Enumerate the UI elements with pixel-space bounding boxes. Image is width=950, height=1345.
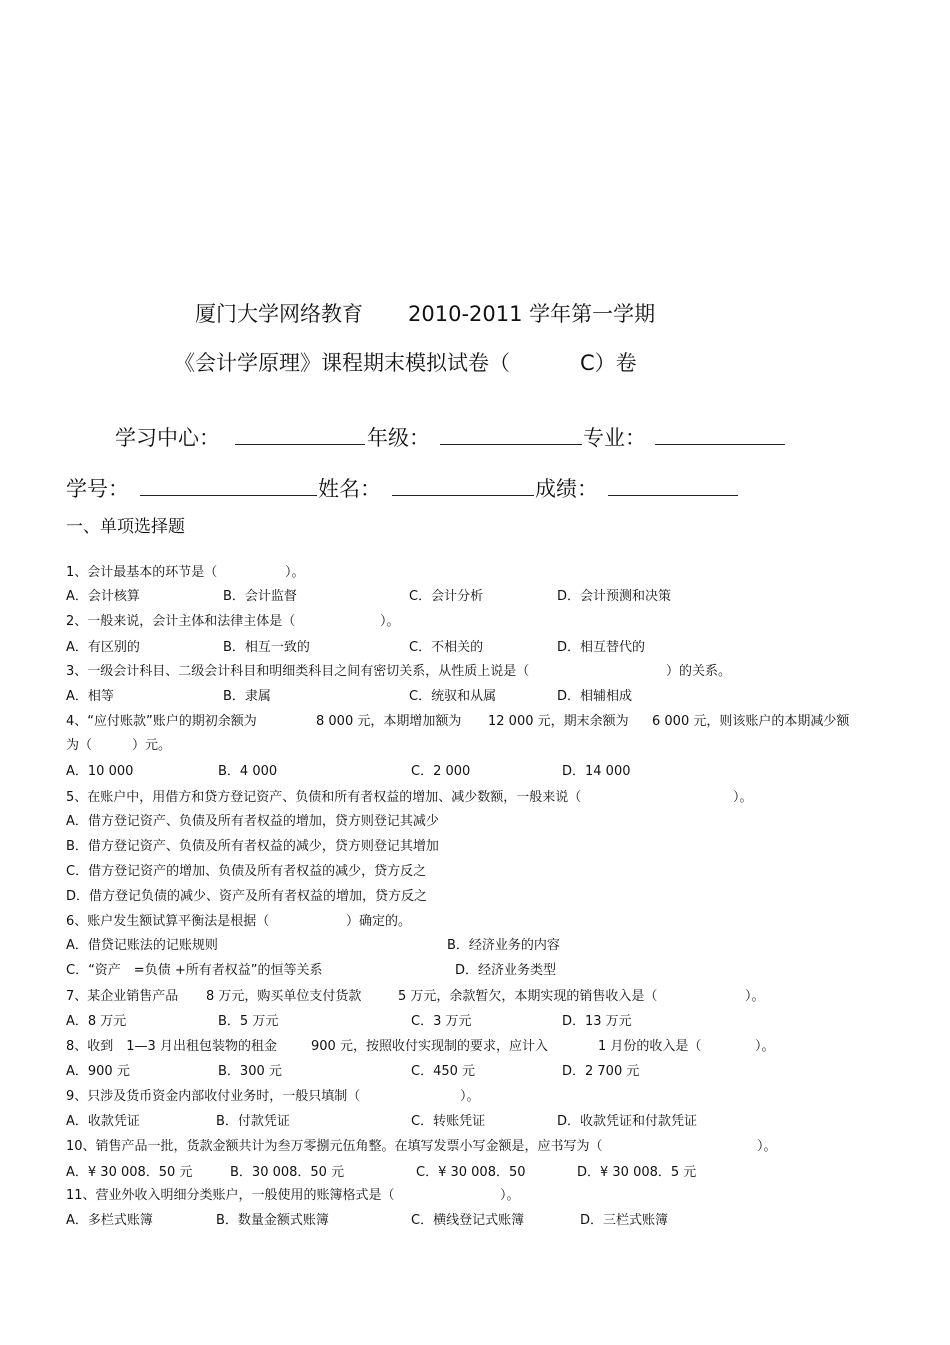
label-score: 成绩： bbox=[535, 477, 598, 501]
option-a: A．借贷记账法的记账规则 bbox=[66, 938, 218, 953]
option-b: B．经济业务的内容 bbox=[447, 938, 560, 953]
option-b: B．5 万元 bbox=[218, 1014, 279, 1029]
question-stem: 11、营业外收入明细分类账户，一般使用的账簿格式是（ bbox=[66, 1188, 395, 1203]
title-year: 2010-2011 学年第一学期 bbox=[408, 302, 656, 326]
option-a: A．¥ 30 008．50 元 bbox=[66, 1165, 193, 1180]
question-stem-end: ）确定的。 bbox=[346, 914, 412, 929]
question-stem: 9、只涉及货币资金内部收付业务时，一般只填制（ bbox=[66, 1089, 361, 1104]
label-major: 专业： bbox=[583, 426, 646, 450]
option-b: B．隶属 bbox=[223, 689, 271, 704]
question-stem: 8 000 元，本期增加额为 bbox=[316, 714, 462, 729]
question-stem-end: ）的关系。 bbox=[666, 664, 732, 679]
field-name[interactable] bbox=[392, 473, 534, 496]
option-b: B．数量金额式账簿 bbox=[216, 1213, 329, 1228]
question-stem: 12 000 元，期末余额为 bbox=[488, 714, 629, 729]
option-c: C．¥ 30 008．50 bbox=[416, 1165, 526, 1180]
option-d: D．相辅相成 bbox=[557, 689, 633, 704]
question-stem: 8 万元，购买单位支付货款 bbox=[206, 989, 362, 1004]
option-c: C．2 000 bbox=[411, 764, 471, 779]
option-c: C．转账凭证 bbox=[411, 1114, 486, 1129]
title-school: 厦门大学网络教育 bbox=[195, 302, 363, 326]
option-d: D．三栏式账簿 bbox=[580, 1213, 669, 1228]
option-c: C．“资产 =负债 +所有者权益”的恒等关系 bbox=[66, 963, 323, 978]
option-b: B．4 000 bbox=[218, 764, 278, 779]
option-a: A．10 000 bbox=[66, 764, 134, 779]
option-a: A．8 万元 bbox=[66, 1014, 127, 1029]
field-center[interactable] bbox=[235, 422, 365, 445]
question-stem: 5、在账户中，用借方和贷方登记资产、负债和所有者权益的增加、减少数额，一般来说（ bbox=[66, 790, 582, 805]
question-stem-end: ）。 bbox=[285, 565, 305, 580]
question-stem: 5 万元，余款暂欠，本期实现的销售收入是（ bbox=[398, 989, 658, 1004]
question-stem-end: ）。 bbox=[733, 790, 753, 805]
option-b: B．300 元 bbox=[218, 1064, 282, 1079]
option-a: A．会计核算 bbox=[66, 589, 140, 604]
label-center: 学习中心： bbox=[115, 426, 220, 450]
question-stem: 6 000 元，则该账户的本期减少额 bbox=[652, 714, 850, 729]
option-d: D．借方登记负债的减少、资产及所有者权益的增加，贷方反之 bbox=[66, 889, 428, 904]
option-c: C．会计分析 bbox=[409, 589, 484, 604]
question-stem-end: ）。 bbox=[460, 1089, 480, 1104]
question-stem: 1、会计最基本的环节是（ bbox=[66, 565, 218, 580]
option-b: B．借方登记资产、负债及所有者权益的减少，贷方则登记其增加 bbox=[66, 839, 439, 854]
title-course: 《会计学原理》课程期末模拟试卷（ bbox=[174, 351, 510, 375]
question-stem: 10、销售产品一批，货款金额共计为叁万零捌元伍角整。在填写发票小写金额是，应书写为（ bbox=[66, 1139, 603, 1154]
question-stem: 900 元，按照收付实现制的要求，应计入 bbox=[311, 1039, 548, 1054]
section-heading: 一、单项选择题 bbox=[66, 517, 185, 537]
question-stem-end: ）。 bbox=[500, 1188, 520, 1203]
question-stem-end: ）。 bbox=[755, 1039, 775, 1054]
option-d: D．13 万元 bbox=[562, 1014, 632, 1029]
option-a: A．相等 bbox=[66, 689, 114, 704]
option-c: C．3 万元 bbox=[411, 1014, 472, 1029]
question-stem-end: ）元。 bbox=[132, 738, 172, 753]
question-stem: 6、账户发生额试算平衡法是根据（ bbox=[66, 914, 270, 929]
question-stem: 7、某企业销售产品 bbox=[66, 989, 179, 1004]
option-c: C．450 元 bbox=[411, 1064, 476, 1079]
question-stem-end: ）。 bbox=[757, 1139, 777, 1154]
option-c: C．借方登记资产的增加、负债及所有者权益的减少，贷方反之 bbox=[66, 864, 427, 879]
option-a: A．多栏式账簿 bbox=[66, 1213, 153, 1228]
question-stem: 为（ bbox=[66, 738, 93, 753]
field-score[interactable] bbox=[608, 473, 738, 496]
field-id[interactable] bbox=[140, 473, 317, 496]
option-d: D．相互替代的 bbox=[557, 640, 646, 655]
question-stem: 2、一般来说，会计主体和法律主体是（ bbox=[66, 614, 296, 629]
option-b: B．相互一致的 bbox=[223, 640, 310, 655]
option-a: A．收款凭证 bbox=[66, 1114, 140, 1129]
option-d: D．14 000 bbox=[562, 764, 631, 779]
option-d: D．收款凭证和付款凭证 bbox=[557, 1114, 698, 1129]
question-stem-end: ）。 bbox=[380, 614, 400, 629]
label-grade: 年级： bbox=[367, 426, 430, 450]
title-paper: C）卷 bbox=[580, 351, 637, 375]
question-stem: 3、一级会计科目、二级会计科目和明细类科目之间有密切关系，从性质上说是（ bbox=[66, 664, 530, 679]
option-b: B．30 008．50 元 bbox=[230, 1165, 345, 1180]
field-grade[interactable] bbox=[440, 422, 582, 445]
option-b: B．会计监督 bbox=[223, 589, 297, 604]
option-d: D．2 700 元 bbox=[562, 1064, 640, 1079]
question-stem: 4、“应付账款”账户的期初余额为 bbox=[66, 714, 257, 729]
option-c: C．统驭和从属 bbox=[409, 689, 497, 704]
option-a: A．有区别的 bbox=[66, 640, 140, 655]
option-b: B．付款凭证 bbox=[216, 1114, 290, 1129]
option-a: A．借方登记资产、负债及所有者权益的增加，贷方则登记其减少 bbox=[66, 814, 439, 829]
option-d: D．¥ 30 008．5 元 bbox=[577, 1165, 697, 1180]
option-d: D．会计预测和决策 bbox=[557, 589, 672, 604]
question-stem-end: ）。 bbox=[745, 989, 765, 1004]
option-a: A．900 元 bbox=[66, 1064, 130, 1079]
label-id: 学号： bbox=[66, 477, 129, 501]
question-stem: 1 月份的收入是（ bbox=[598, 1039, 702, 1054]
option-c: C．不相关的 bbox=[409, 640, 484, 655]
label-name: 姓名： bbox=[318, 477, 381, 501]
option-d: D．经济业务类型 bbox=[455, 963, 557, 978]
question-stem: 8、收到 1—3 月出租包装物的租金 bbox=[66, 1039, 277, 1054]
option-c: C．横线登记式账簿 bbox=[411, 1213, 525, 1228]
field-major[interactable] bbox=[655, 422, 785, 445]
